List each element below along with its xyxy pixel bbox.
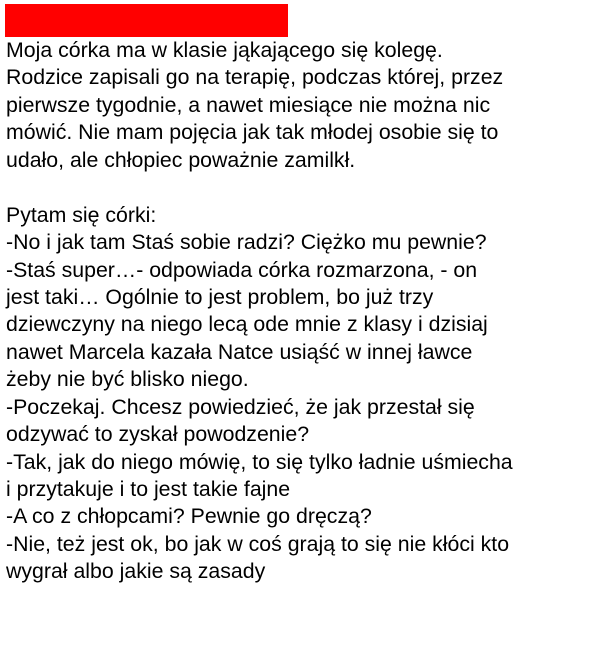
text-line: -Poczekaj. Chcesz powiedzieć, że jak przestał się (6, 394, 475, 419)
text-line: Pytam się córki: (6, 202, 157, 227)
text-line: nawet Marcela kazała Natce usiąść w innej ławce (6, 339, 473, 364)
redacted-header-bar (5, 4, 288, 37)
blank-line (6, 174, 608, 201)
text-line: -No i jak tam Staś sobie radzi? Ciężko mu pewnie? (6, 230, 487, 255)
text-line: odzywać to zyskał powodzenie? (6, 422, 310, 447)
text-line: Moja córka ma w klasie jąkającego się kolegę. (6, 38, 443, 62)
text-line: -Staś super…- odpowiada córka rozmarzona, - on (6, 257, 478, 282)
text-line: dziewczyny na niego lecą ode mnie z klasy i dzisiaj (6, 312, 488, 337)
text-line: mówić. Nie mam pojęcia jak tak młodej osobie się to (6, 120, 499, 145)
text-line: i przytakuje i to jest takie fajne (6, 477, 291, 501)
text-line: żeby nie być blisko niego. (6, 367, 249, 392)
text-line: jest taki… Ogólnie to jest problem, bo już trzy (6, 284, 434, 309)
story-text (6, 37, 608, 586)
text-line: wygrał albo jakie są zasady (6, 559, 266, 584)
text-line: -Nie, też jest ok, bo jak w coś grają to się nie kłóci kto (6, 531, 510, 556)
text-line: -Tak, jak do niego mówię, to się tylko ładnie uśmiecha (6, 449, 513, 474)
text-line: pierwsze tygodnie, a nawet miesiące nie można nic (6, 92, 491, 117)
text-line: Rodzice zapisali go na terapię, podczas której, przez (6, 65, 504, 90)
text-line: udało, ale chłopiec poważnie zamilkł. (6, 147, 356, 172)
text-line: -A co z chłopcami? Pewnie go dręczą? (6, 504, 372, 529)
